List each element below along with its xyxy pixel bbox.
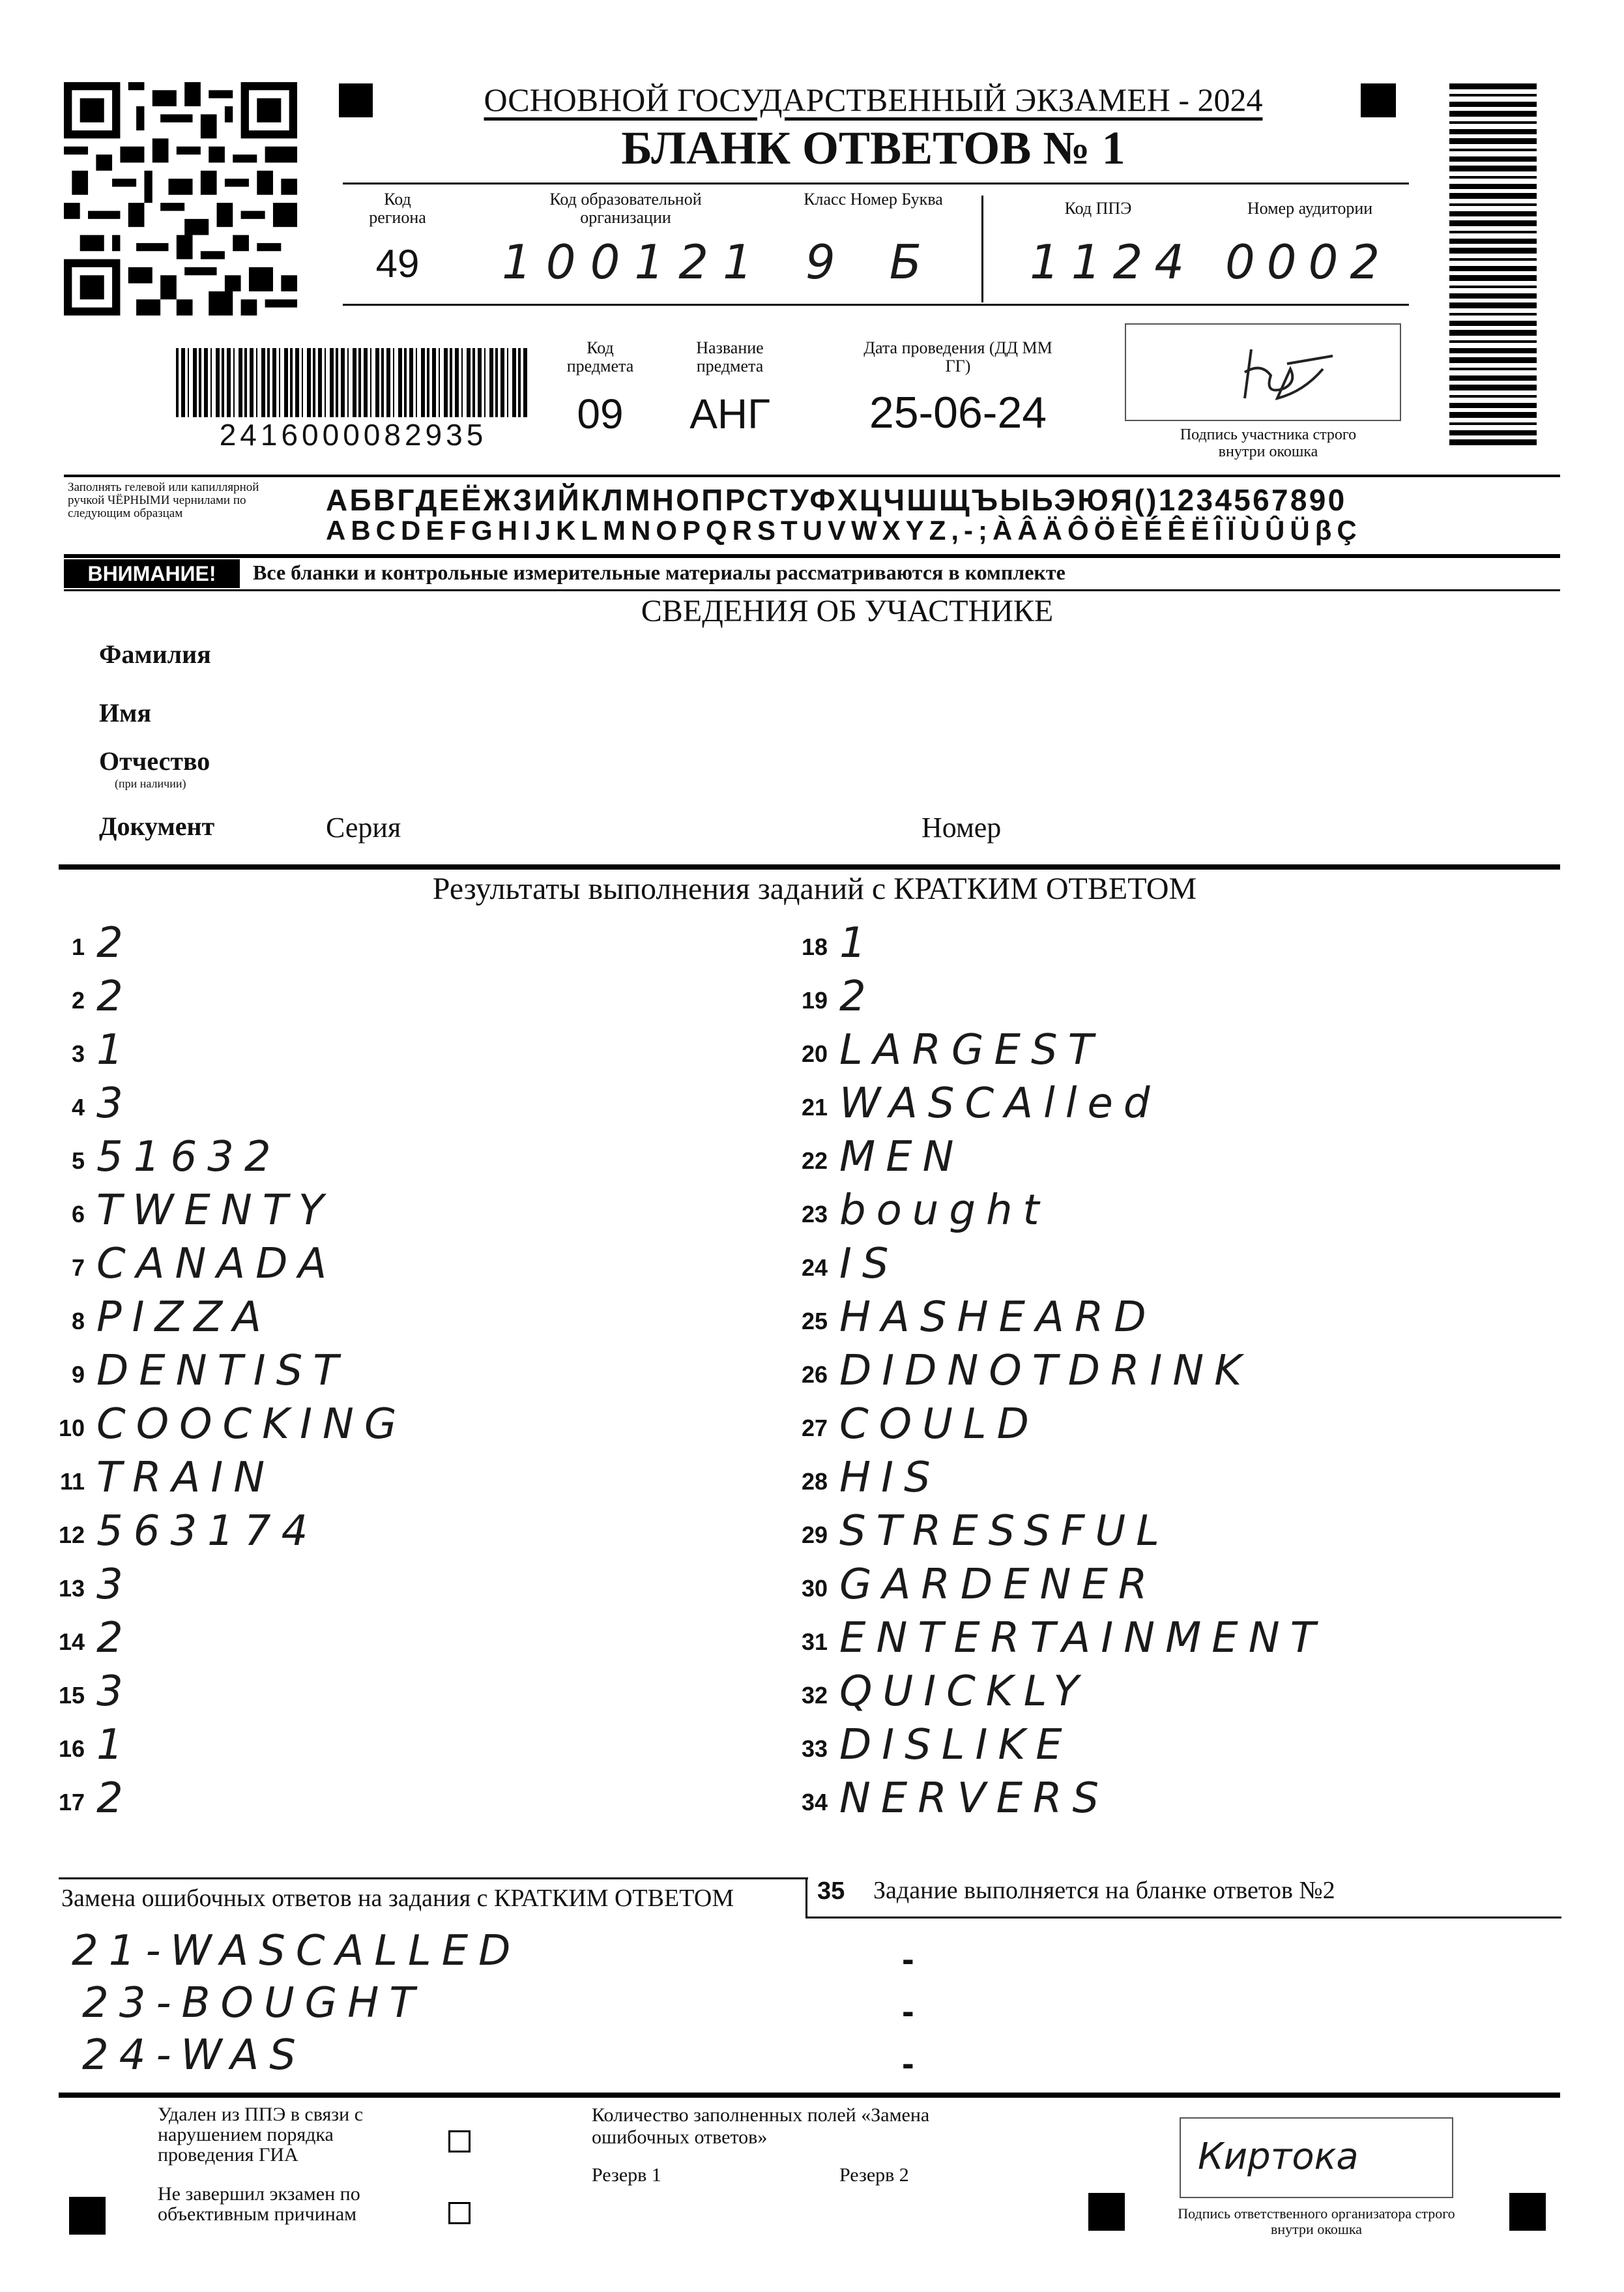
reserve-2: Резерв 2 <box>839 2164 909 2186</box>
results-top-line <box>59 864 1560 870</box>
answer-field[interactable]: WASCAlled <box>839 1080 1161 1128</box>
answer-field[interactable]: TRAIN <box>96 1454 276 1502</box>
class-label: Класс Номер Буква <box>804 190 943 209</box>
task-number: 18 <box>801 933 828 960</box>
task-number: 19 <box>801 987 828 1014</box>
answer-row <box>782 1561 1558 1614</box>
answer-row <box>39 1561 756 1614</box>
answer-field[interactable]: DENTIST <box>96 1347 349 1395</box>
task-number: 13 <box>58 1575 85 1602</box>
answer-row <box>782 1133 1558 1186</box>
form-title: БЛАНК ОТВЕТОВ № 1 <box>621 122 1125 174</box>
answer-field[interactable]: 2 <box>96 973 134 1021</box>
task35-underline <box>805 1917 1561 1918</box>
notice-bottom-line <box>64 589 1560 591</box>
answer-row <box>782 1186 1558 1240</box>
corner-marker-top-left <box>339 83 373 117</box>
task-number: 11 <box>59 1468 85 1495</box>
answer-field[interactable]: QUICKLY <box>839 1668 1090 1716</box>
answer-row <box>39 919 756 973</box>
corner-marker-bottom-right <box>1509 2193 1546 2231</box>
answer-row <box>39 1774 756 1828</box>
answer-field[interactable]: GARDENER <box>839 1561 1158 1609</box>
task-number: 30 <box>801 1575 828 1602</box>
answer-field[interactable]: DISLIKE <box>839 1721 1073 1769</box>
answer-row <box>39 1668 756 1721</box>
task-number: 17 <box>58 1789 85 1815</box>
answer-row <box>782 1454 1558 1507</box>
task-number: 23 <box>801 1201 828 1227</box>
task-number: 14 <box>58 1628 85 1655</box>
answer-field[interactable]: MEN <box>839 1133 964 1181</box>
patronymic-label: Отчество <box>99 746 210 776</box>
count-label: Количество заполненных полей «Замена ошибочных ответов» <box>592 2104 930 2148</box>
side-barcode <box>1449 83 1537 446</box>
answer-field[interactable]: 3 <box>96 1561 134 1609</box>
answer-row <box>39 1026 756 1080</box>
answer-row <box>782 1614 1558 1668</box>
task-number: 31 <box>801 1628 828 1655</box>
answer-row <box>39 1186 756 1240</box>
document-label: Документ <box>99 812 215 841</box>
number-label: Номер <box>921 812 1002 844</box>
answer-field[interactable]: LARGEST <box>839 1026 1104 1074</box>
date-value: 25-06-24 <box>869 388 1047 437</box>
barcode <box>176 348 528 425</box>
removed-checkbox[interactable] <box>448 2130 471 2152</box>
subject-name-value: АНГ <box>689 390 770 437</box>
ppe-value[interactable]: 1124 <box>1030 235 1196 289</box>
answer-field[interactable]: PIZZA <box>96 1293 272 1342</box>
task-number: 6 <box>71 1201 85 1227</box>
replacement-dash-3: - <box>902 2042 914 2083</box>
task-number: 33 <box>801 1735 828 1762</box>
room-label: Номер аудитории <box>1247 199 1373 218</box>
answer-field[interactable]: CANADA <box>96 1240 338 1288</box>
participant-signature-label: Подпись участника строго внутри окошка <box>1180 426 1357 460</box>
answer-field[interactable]: 1 <box>96 1026 134 1074</box>
replacement-title: Замена ошибочных ответов на задания с КРАТКИМ ОТВЕТОМ <box>61 1885 734 1912</box>
task-number: 16 <box>58 1735 85 1762</box>
answer-field[interactable]: ENTERTAINMENT <box>839 1614 1326 1662</box>
room-value[interactable]: 0002 <box>1225 235 1392 289</box>
name-label: Имя <box>99 698 151 727</box>
answer-field[interactable]: 3 <box>96 1668 134 1716</box>
answer-field[interactable]: 563174 <box>96 1507 319 1555</box>
task-number: 12 <box>58 1521 85 1548</box>
answer-row <box>39 1721 756 1774</box>
results-title: Результаты выполнения заданий с КРАТКИМ ОТВЕТОМ <box>432 872 1197 906</box>
answer-row <box>782 919 1558 973</box>
answer-row <box>39 973 756 1026</box>
answer-row <box>782 1347 1558 1400</box>
answer-field[interactable]: DIDNOTDRINK <box>839 1347 1253 1395</box>
answer-row <box>782 1774 1558 1828</box>
corner-marker-bottom-mid <box>1088 2193 1125 2231</box>
task35-text: Задание выполняется на бланке ответов №2 <box>873 1877 1335 1904</box>
answer-field[interactable]: 3 <box>96 1080 134 1128</box>
answer-field[interactable]: TWENTY <box>96 1186 334 1235</box>
qr-code <box>64 82 297 316</box>
answer-field[interactable]: 2 <box>839 973 877 1021</box>
task-number: 24 <box>801 1254 828 1281</box>
answer-row <box>782 973 1558 1026</box>
organizer-signature-label: Подпись ответственного организатора строго внутри окошка <box>1178 2205 1455 2237</box>
answer-row <box>782 1293 1558 1347</box>
task-number: 25 <box>801 1308 828 1334</box>
task-number: 34 <box>801 1789 828 1815</box>
answer-row <box>782 1668 1558 1721</box>
series-label: Серия <box>326 812 401 844</box>
task-number: 29 <box>801 1521 828 1548</box>
answer-row <box>39 1240 756 1293</box>
task-number: 27 <box>801 1415 828 1441</box>
reserve-1: Резерв 1 <box>592 2164 661 2186</box>
answer-row <box>39 1400 756 1454</box>
answer-row <box>782 1240 1558 1293</box>
task-number: 8 <box>71 1308 85 1334</box>
answer-field[interactable]: 51632 <box>96 1133 282 1181</box>
answer-row <box>39 1080 756 1133</box>
answer-field[interactable]: COULD <box>839 1400 1039 1448</box>
task35-number: 35 <box>817 1877 845 1905</box>
subject-code-value: 09 <box>577 390 624 437</box>
replacement-entry-1[interactable]: 21-WASCALLED <box>72 1927 521 1975</box>
sample-instruction: Заполнять гелевой или капиллярной ручкой ЧЁРНЫМИ чернилами по следующим образцам <box>68 480 259 520</box>
task-number: 20 <box>801 1040 828 1067</box>
footer-top-line <box>59 2093 1560 2098</box>
sample-row-1: АБВГДЕЁЖЗИЙКЛМНОПРСТУФХЦЧШЩЪЫЬЭЮЯ()1234567890 <box>326 483 1347 517</box>
answer-row <box>782 1080 1558 1133</box>
answer-field[interactable]: 2 <box>96 919 134 967</box>
answer-row <box>39 1507 756 1561</box>
subject-name-label: Название предмета <box>696 338 764 375</box>
region-label: Код региона <box>369 190 426 227</box>
task-number: 1 <box>71 933 85 960</box>
answer-row <box>782 1507 1558 1561</box>
task-number: 28 <box>801 1468 828 1495</box>
answer-field[interactable]: 1 <box>96 1721 134 1769</box>
replacement-dash-2: - <box>902 1990 914 2031</box>
answer-field[interactable]: IS <box>839 1240 899 1288</box>
answer-field[interactable]: 2 <box>96 1614 134 1662</box>
results-left-column <box>39 919 756 1858</box>
answer-field[interactable]: HIS <box>839 1454 941 1502</box>
code-strip-top-line <box>343 183 1409 184</box>
code-divider-1 <box>981 196 983 302</box>
answer-field[interactable]: NERVERS <box>839 1774 1110 1823</box>
task-number: 10 <box>58 1415 85 1441</box>
answer-field[interactable]: HASHEARD <box>839 1293 1157 1342</box>
task-number: 2 <box>71 987 85 1014</box>
notice-top-line <box>64 554 1560 558</box>
answer-row <box>782 1400 1558 1454</box>
task-number: 9 <box>71 1361 85 1388</box>
participant-signature <box>1225 336 1342 408</box>
answer-row <box>39 1614 756 1668</box>
patronymic-note: (при наличии) <box>115 777 186 790</box>
answer-row <box>39 1293 756 1347</box>
replacement-dash-1: - <box>902 1938 914 1979</box>
answer-row <box>39 1454 756 1507</box>
removed-text: Удален из ППЭ в связи с нарушением порядка проведения ГИА <box>158 2104 364 2166</box>
answer-field[interactable]: STRESSFUL <box>839 1507 1170 1555</box>
org-label: Код образовательной организации <box>549 190 702 227</box>
replacement-entry-3[interactable]: 24-WAS <box>82 2031 306 2079</box>
answer-field[interactable]: 2 <box>96 1774 134 1823</box>
replacement-entry-2[interactable]: 23-BOUGHT <box>82 1979 426 2027</box>
not-finished-checkbox[interactable] <box>448 2202 471 2224</box>
answer-row <box>39 1133 756 1186</box>
organizer-signature: Киртока <box>1198 2136 1359 2178</box>
answer-row <box>782 1026 1558 1080</box>
notice-badge: ВНИМАНИЕ! <box>64 559 240 588</box>
task-number: 22 <box>801 1147 828 1174</box>
answer-field[interactable]: bought <box>839 1186 1050 1235</box>
task-number: 15 <box>58 1682 85 1709</box>
sample-row-2: ABCDEFGHIJKLMNOPQRSTUVWXYZ,-;ÀÂÄÔÖÈÉÊËÎÏÙÛÜβÇ <box>326 515 1362 546</box>
surname-label: Фамилия <box>99 639 211 669</box>
org-value[interactable]: 100121 <box>502 235 767 289</box>
not-finished-text: Не завершил экзамен по объективным причинам <box>158 2183 360 2225</box>
subject-code-label: Код предмета <box>566 338 634 375</box>
task-number: 32 <box>801 1682 828 1709</box>
class-value[interactable]: 9 Б <box>805 235 942 289</box>
barcode-number: 2416000082935 <box>171 417 536 452</box>
task-number: 5 <box>71 1147 85 1174</box>
ppe-label: Код ППЭ <box>1064 199 1132 218</box>
exam-title: ОСНОВНОЙ ГОСУДАРСТВЕННЫЙ ЭКЗАМЕН - 2024 <box>484 81 1263 118</box>
region-value: 49 <box>375 242 420 286</box>
answer-row <box>39 1347 756 1400</box>
task-number: 7 <box>71 1254 85 1281</box>
task-number: 3 <box>71 1040 85 1067</box>
answer-field[interactable]: COOCKING <box>96 1400 407 1448</box>
answer-field[interactable]: 1 <box>839 919 877 967</box>
corner-marker-top-right <box>1361 83 1396 117</box>
answer-row <box>782 1721 1558 1774</box>
replacement-top-line <box>59 1877 808 1879</box>
date-label: Дата проведения (ДД ММ ГГ) <box>863 338 1052 375</box>
sample-top-line <box>64 475 1560 477</box>
replacement-divider <box>805 1877 807 1918</box>
code-strip-bottom-line <box>343 304 1409 306</box>
task-number: 26 <box>801 1361 828 1388</box>
task-number: 4 <box>71 1094 85 1121</box>
results-right-column <box>782 919 1558 1858</box>
participant-section-title: СВЕДЕНИЯ ОБ УЧАСТНИКЕ <box>641 594 1054 628</box>
task-number: 21 <box>801 1094 828 1121</box>
notice-text: Все бланки и контрольные измерительные материалы рассматриваются в комплекте <box>253 561 1066 584</box>
corner-marker-bottom-left <box>69 2197 106 2235</box>
